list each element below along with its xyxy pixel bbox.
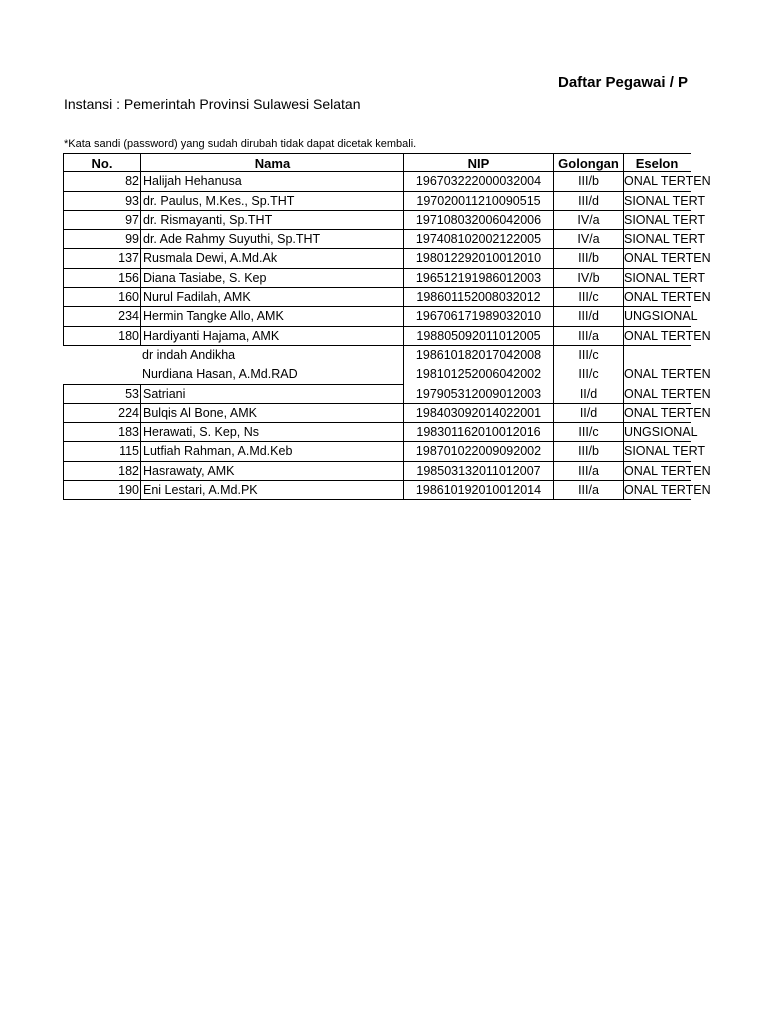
cell-nama: Lutfiah Rahman, A.Md.Keb (140, 442, 403, 461)
cell-nama: Bulqis Al Bone, AMK (140, 404, 403, 423)
cell-eselon (623, 346, 691, 365)
cell-nama: Hasrawaty, AMK (140, 462, 403, 481)
cell-no (63, 346, 140, 365)
cell-eselon: UNGSIONAL (623, 423, 691, 442)
cell-nip: 197905312009012003 (403, 385, 553, 404)
cell-golongan: IV/a (553, 211, 623, 230)
table-row (63, 462, 711, 481)
cell-nip: 198301162010012016 (403, 423, 553, 442)
cell-nip: 198012292010012010 (403, 249, 553, 268)
cell-golongan: III/c (553, 365, 623, 384)
cell-nip: 196706171989032010 (403, 307, 553, 326)
table-row (63, 365, 711, 384)
cell-no: 137 (63, 249, 140, 268)
cell-nama: dr. Rismayanti, Sp.THT (140, 211, 403, 230)
table-row (63, 346, 691, 365)
cell-eselon: ONAL TERTEN (623, 327, 691, 346)
employee-table (63, 153, 711, 500)
cell-golongan: III/c (553, 346, 623, 365)
cell-eselon: ONAL TERTEN (623, 404, 691, 423)
cell-eselon: ONAL TERTEN (623, 385, 691, 404)
header-nip: NIP (403, 153, 553, 172)
cell-golongan: III/d (553, 192, 623, 211)
table-row (63, 249, 711, 268)
cell-no: 53 (63, 385, 140, 404)
table-row (63, 385, 711, 404)
cell-nip: 198805092011012005 (403, 327, 553, 346)
cell-eselon: SIONAL TERT (623, 442, 691, 461)
cell-no: 82 (63, 172, 140, 191)
cell-golongan: IV/b (553, 269, 623, 288)
cell-golongan: II/d (553, 385, 623, 404)
cell-nama: Halijah Hehanusa (140, 172, 403, 191)
cell-golongan: III/c (553, 288, 623, 307)
cell-nama: dr. Paulus, M.Kes., Sp.THT (140, 192, 403, 211)
cell-eselon: ONAL TERTEN (623, 288, 691, 307)
cell-golongan: III/d (553, 307, 623, 326)
password-note: *Kata sandi (password) yang sudah dirubah tidak dapat dicetak kembali. (64, 138, 417, 150)
cell-golongan: III/a (553, 462, 623, 481)
cell-no: 93 (63, 192, 140, 211)
table-row (63, 288, 711, 307)
cell-nip: 196512191986012003 (403, 269, 553, 288)
cell-nama: Hardiyanti Hajama, AMK (140, 327, 403, 346)
cell-nama: dr. Ade Rahmy Suyuthi, Sp.THT (140, 230, 403, 249)
cell-nip: 198101252006042002 (403, 365, 553, 384)
cell-golongan: III/b (553, 249, 623, 268)
cell-nip: 198601152008032012 (403, 288, 553, 307)
cell-eselon: ONAL TERTEN (623, 172, 691, 191)
instansi-label: Instansi : Pemerintah Provinsi Sulawesi Selatan (64, 96, 361, 112)
cell-golongan: III/a (553, 327, 623, 346)
cell-golongan: III/b (553, 442, 623, 461)
table-body (63, 172, 711, 500)
cell-nip: 198610192010012014 (403, 481, 553, 500)
cell-no (63, 365, 140, 384)
cell-eselon: SIONAL TERT (623, 211, 691, 230)
page-title: Daftar Pegawai / P (558, 74, 689, 91)
cell-nama: dr indah Andikha (142, 347, 236, 362)
header-nama: Nama (140, 153, 403, 172)
cell-eselon: SIONAL TERT (623, 192, 691, 211)
header-golongan: Golongan (553, 153, 623, 172)
cell-no: 234 (63, 307, 140, 326)
table-row (63, 404, 711, 423)
cell-nama: Satriani (140, 385, 403, 404)
cell-eselon: UNGSIONAL (623, 307, 691, 326)
cell-no: 183 (63, 423, 140, 442)
cell-no: 156 (63, 269, 140, 288)
cell-no: 97 (63, 211, 140, 230)
cell-eselon: ONAL TERTEN (623, 365, 691, 384)
table-row (63, 192, 706, 211)
cell-nama: Rusmala Dewi, A.Md.Ak (140, 249, 403, 268)
table-row (63, 327, 711, 346)
cell-nip: 197020011210090515 (403, 192, 553, 211)
cell-eselon: ONAL TERTEN (623, 481, 691, 500)
cell-nama: Diana Tasiabe, S. Kep (140, 269, 403, 288)
cell-golongan: III/a (553, 481, 623, 500)
cell-no: 180 (63, 327, 140, 346)
cell-golongan: III/c (553, 423, 623, 442)
cell-nip: 198610182017042008 (403, 346, 553, 365)
cell-nama: Eni Lestari, A.Md.PK (140, 481, 403, 500)
table-row (63, 211, 706, 230)
cell-nip: 197408102002122005 (403, 230, 553, 249)
cell-no: 224 (63, 404, 140, 423)
cell-nip: 198403092014022001 (403, 404, 553, 423)
cell-nama: Herawati, S. Kep, Ns (140, 423, 403, 442)
cell-eselon: SIONAL TERT (623, 269, 691, 288)
table-row (63, 481, 711, 500)
cell-nip: 196703222000032004 (403, 172, 553, 191)
cell-nip: 198701022009092002 (403, 442, 553, 461)
table-row (63, 307, 698, 326)
cell-no: 182 (63, 462, 140, 481)
table-row (63, 269, 706, 288)
cell-no: 190 (63, 481, 140, 500)
cell-no: 115 (63, 442, 140, 461)
table-row (63, 172, 711, 191)
cell-golongan: II/d (553, 404, 623, 423)
cell-nip: 198503132011012007 (403, 462, 553, 481)
header-no: No. (63, 153, 140, 172)
header-eselon: Eselon (623, 153, 691, 172)
cell-nama: Nurul Fadilah, AMK (140, 288, 403, 307)
table-row (63, 442, 706, 461)
table-header-row (63, 153, 691, 172)
table-row (63, 423, 698, 442)
table-row (63, 230, 706, 249)
cell-eselon: SIONAL TERT (623, 230, 691, 249)
cell-eselon: ONAL TERTEN (623, 249, 691, 268)
cell-nama: Nurdiana Hasan, A.Md.RAD (140, 365, 403, 384)
cell-nama: Hermin Tangke Allo, AMK (140, 307, 403, 326)
cell-eselon: ONAL TERTEN (623, 462, 691, 481)
cell-nip: 197108032006042006 (403, 211, 553, 230)
cell-no: 160 (63, 288, 140, 307)
cell-golongan: III/b (553, 172, 623, 191)
cell-golongan: IV/a (553, 230, 623, 249)
cell-no: 99 (63, 230, 140, 249)
